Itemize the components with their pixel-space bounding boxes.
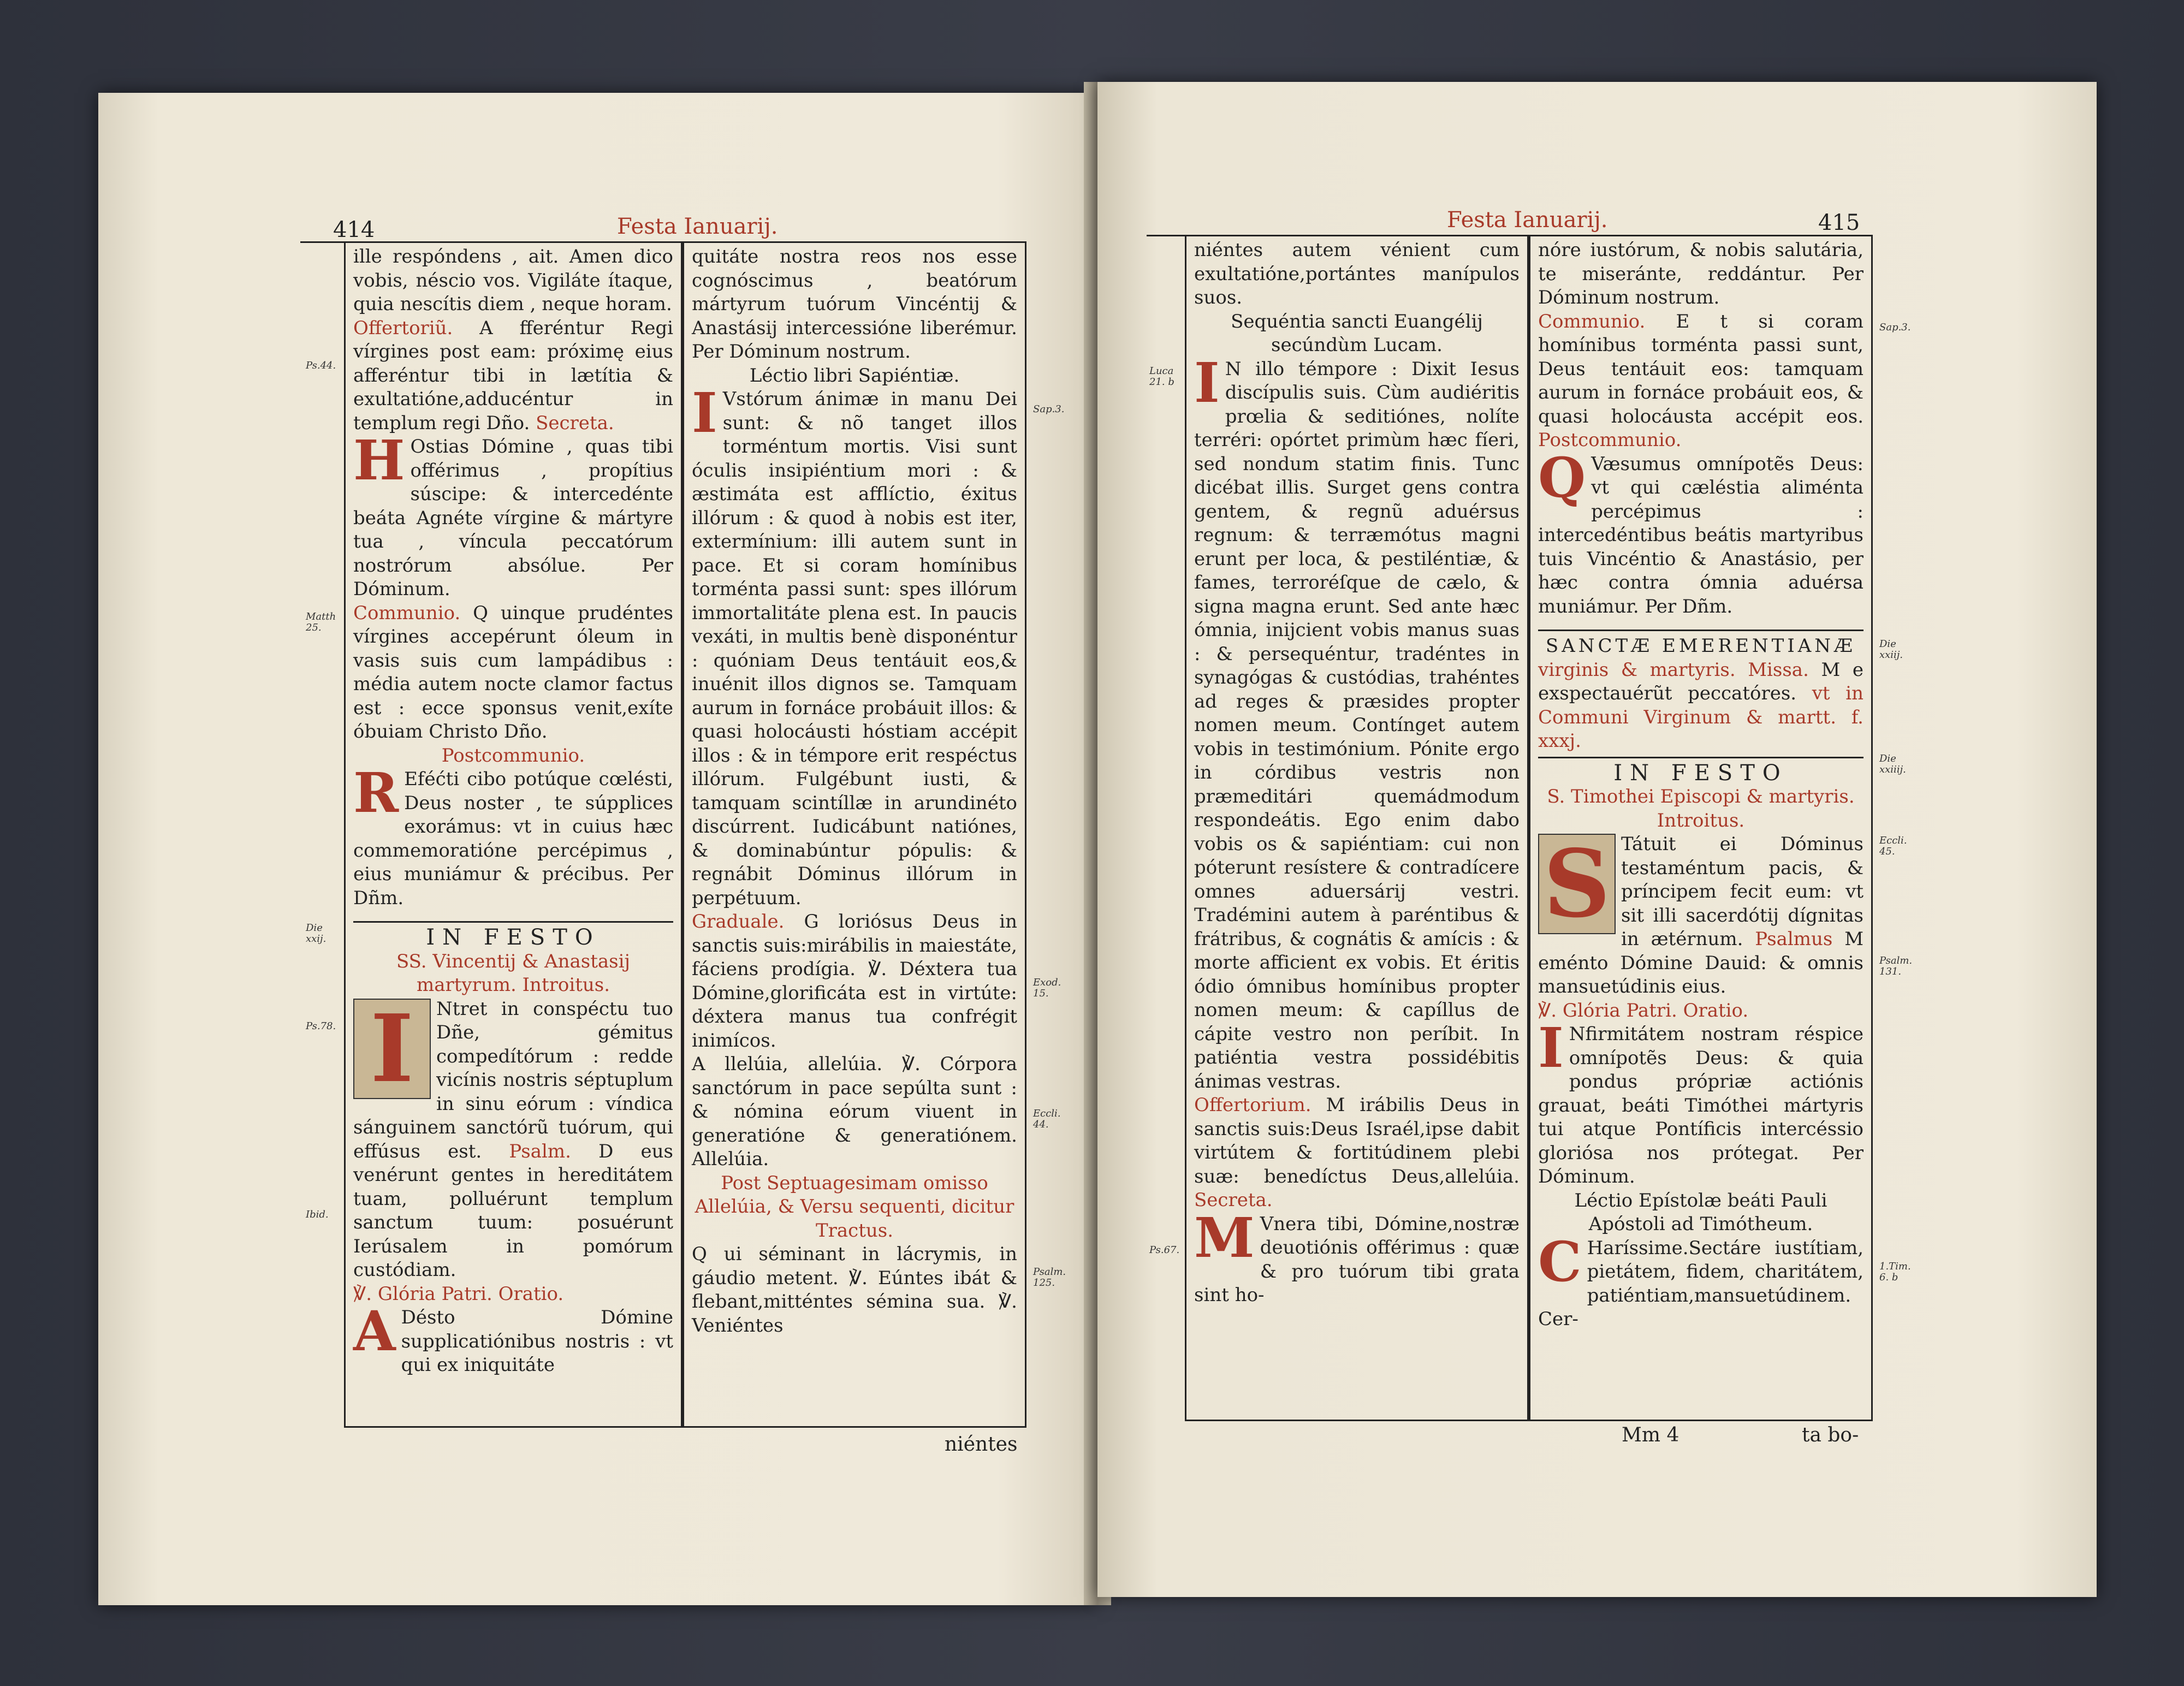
right-column-2: nóre iustórum, & nobis salutária, te miseránte, reddántur. Per Dóminum nostrum. Communio. E t si coram homínibus torménta passi sunt, Deus tentáuit eos: tamquam aurum in fornáce probáuit eos, & quasi holocáusta accépit eos. Postcommunio. Q Væsumus omnípotẽs Deus: vt qui cæléstia aliménta percépimus : intercedéntibus beátis martyribus tuis Vincéntio & Anastásio, per hæc contra ómnia aduérsa muniámur. Per Dñm. SANCTÆ EMERENTIANÆ virginis & martyris. Missa. M e exspectauérũt peccatóres. vt in Communi Virginum & martt. f. xxxj. IN FESTO S. Timothei Episcopi & martyris. Introitus. S Tátuit ei Dóminus testaméntum pacis, & príncipem fecit eum: vt sit illi sacerdótij dígnitas in ætérnum. Psalmus M eménto Dómine Dauid: & omnis mansuetúdinis eius. ℣. Glória Patri. Oratio. I Nfirmitátem nostram réspice omnípotẽs Deus: & quia pondus própriæ actiónis grauat, beáti Timóthei mártyris tui atque Pontíficis intercéssio gloriósa nos prótegat. Per Dóminum. Léctio Epístolæ beáti Pauli Apóstoli ad Timótheum. C Haríssime.Sectáre iustítiam, pietátem, fidem, charitátem, patiéntiam,mansuetúdinem. Cer-: [1529, 236, 1873, 1421]
section-rule: [353, 921, 673, 923]
right-column-1: niéntes autem vénient cum exultatióne,portántes manípulos suos. Sequéntia sancti Euangélij secúndùm Lucam. I N illo témpore : Dixit Iesus discípulis suis. Cùm audiéritis prœlia & seditiónes, nolíte terréri: opórtet primùm hæc fíeri, sed nondum statim finis. Tunc dicébat illis. Surget gens contra gentem, & regnũ aduérsus regnum: & terræmótus magni erunt per loca, & pestiléntiæ, & fames, terroréſque de cælo, & signa magna erunt. Sed ante hæc ómnia, inijcient vobis manus suas : & persequéntur, tradéntes in synagógas & custódias, trahéntes ad reges & præsides propter nomen meum. Contínget autem vobis in testimónium. Pónite ergo in córdibus vestris non præmeditári quemádmodum respondeátis. Ego enim dabo vobis os & sapiéntiam: cui non póterunt resístere & contradícere omnes aduersárij vestri. Tradémini autem à paréntibus & frátribus, & cognátis & amícis : & morte afficient ex vobis. Et éritis ódio ómnibus homínibus propter nomen meum: & capíllus de cápite vestro non períbit. In patiéntia vestra possidébitis ánimas vestras. Offertorium. M irábilis Deus in sanctis suis:Deus Israél,ipse dabit virtútem & fortitúdinem plebi suæ: benedíctus Deus,allelúia. Secreta. M Vnera tibi, Dómine,nostræ deuotiónis offérimus : quæ & pro tuórum tibi grata sint ho-: [1185, 236, 1529, 1421]
signature-mark: Mm 4: [1622, 1424, 1679, 1446]
initial-i-gospel: I: [1194, 350, 1220, 415]
initial-a: A: [353, 1299, 396, 1363]
decorated-initial-i: I: [353, 999, 431, 1099]
initial-i-oratio: I: [1538, 1016, 1564, 1080]
page-number-left: 414: [333, 217, 375, 242]
initial-q: Q: [1538, 445, 1586, 510]
initial-i: I: [692, 381, 717, 445]
running-title-left: Festa Ianuarij.: [617, 214, 778, 239]
page-number-right: 415: [1818, 210, 1860, 235]
left-column-2: quitáte nostra reos nos esse cognóscimus , beatórum mártyrum tuórum Vincéntij & Anastásij intercessióne liberémur. Per Dóminum nostrum. Léctio libri Sapiéntiæ. I Vstórum ánimæ in manu Dei sunt: & nõ tanget illos torméntum mortis. Visi sunt óculis insipiéntium mori : & æstimáta est afflíctio, éxitus illórum : & quod à nobis est iter, extermínium: illi autem sunt in pace. Et si coram homínibus torménta passi sunt: spes illórum immortalitáte plena est. In paucis vexáti, in multis benè disponéntur : quóniam Deus tentáuit eos,& inuénit illos dignos se. Tamquam aurum in fornáce probáuit illos: & quasi holocáusti hóstiam accépit illos : & in témpore erit respéctus illórum. Fulgébunt iusti, & tamquam scintíllæ in arundinéto discúrrent. Iudicábunt natiónes, & dominabúntur pópulis: & regnábit Dóminus illórum in perpétuum. Graduale. G loriósus Deus in sanctis suis:mirábilis in maiestáte, fáciens prodígia. ℣. Déxtera tua Dómine,glorificáta est in virtúte: déxtera manus tua confrégit inimícos. A llelúia, allelúia. ℣. Córpora sanctórum in pace sepúlta sunt : & nómina eórum viuent in generatióne & generatiónem. Allelúia. Post Septuagesimam omisso Allelúia, & Versu sequenti, dicitur Tractus. Q ui séminant in lácrymis, in gáudio metent. ℣. Eúntes ibát & flebant,mitténtes sémina sua. ℣. Veniéntes: [682, 243, 1026, 1428]
decorated-initial-s: S: [1538, 834, 1616, 934]
initial-c: C: [1538, 1229, 1582, 1294]
left-column-1: ille respóndens , ait. Amen dico vobis, néscio vos. Vigiláte ítaque, quia nescítis diem , neque horam. Offertoriũ. A fferéntur Regi vírgines post eam: próximę eius afferéntur tibi in lætítia & exultatióne,adducéntur in templum regi Dño. Secreta. H Ostias Dómine , quas tibi offérimus , propítius súscipe: & intercedénte beáta Agnéte vírgine & mártyre tua , víncula peccatórum nostrórum absólue. Per Dóminum. Communio. Q uinque prudéntes vírgines accepérunt óleum in vasis suis cum lampádibus : média autem nocte clamor factus est : ecce sponsus venit,exíte óbuiam Christo Dño. Postcommunio. R Eféćti cibo potúque cœlésti, Deus noster , te súpplices exorámus: vt in cuius hæc commemoratióne percépimus , eius muniámur & précibus. Per Dñm. IN FESTO SS. Vincentij & Anastasij martyrum. Introitus. I Ntret in conspéctu tuo Dñe, gémitus compedítórum : redde vicínis nostris séptuplum in sinu eórum : víndica sánguinem sanctórũ tuórum, qui effúsus est. Psalm. D eus venérunt gentes in hereditátem tuam, polluérunt templum sanctum tuum: posuérunt Ierúsalem in pomórum custódiam. ℣. Glória Patri. Oratio. A Désto Dómine supplicatiónibus nostris : vt qui ex iniquitáte: [344, 243, 682, 1428]
right-page: Festa Ianuarij. 415 niéntes autem vénient cum exultatióne,portántes manípulos suos. Sequéntia sancti Euangélij secúndùm Lucam. I N illo témpore : Dixit Iesus discípulis suis. Cùm audiéritis prœlia & seditiónes, nolíte terréri: opórtet primùm hæc fíeri, sed nondum statim finis. Tunc dicébat illis. Surget gens contra gentem, & regnũ aduérsus regnum: & terræmótus magni erunt per loca, & pestiléntiæ, & fames, terroréſque de cælo, & signa magna erunt. Sed ante hæc ómnia, inijcient vobis manus suas : & persequéntur, tradéntes in synagógas & custódias, trahéntes ad reges & præsides propter nomen meum. Contínget autem vobis in testimónium. Pónite ergo in córdibus vestris non præmeditári quemádmodum respondeátis. Ego enim dabo vobis os & sapiéntiam: cui non póterunt resístere & contradícere omnes aduersárij vestri. Tradémini autem à paréntibus & frátribus, & cognátis & amícis : & morte afficient ex vobis. Et éritis ódio ómnibus homínibus propter nomen meum: & capíllus de cápite vestro non períbit. In patiéntia vestra possidébitis ánimas vestras. Offertorium. M irábilis Deus in sanctis suis:Deus Israél,ipse dabit virtútem & fortitúdinem plebi suæ: benedíctus Deus,allelúia. Secreta. M Vnera tibi, Dómine,nostræ deuotiónis offérimus : quæ & pro tuórum tibi grata sint ho- nóre iustórum, & nobis salutária, te miseránte, reddántur. Per Dóminum nostrum. Communio. E t si coram homínibus torménta passi sunt, Deus tentáuit eos: tamquam aurum in fornáce probáuit eos, & quasi holocáusta accépit eos. Postcommunio. Q Væsumus omnípotẽs Deus: vt qui cæléstia aliménta percépimus : intercedéntibus beátis martyribus tuis Vincéntio & Anastásio, per hæc contra ómnia aduérsa muniámur. Per Dñm. SANCTÆ EMERENTIANÆ virginis & martyris. Missa. M e exspectauérũt peccatóres. vt in Communi Virginum & martt. f. xxxj. IN FESTO S. Timothei Episcopi & martyris. Introitus. S Tátuit ei Dóminus testaméntum pacis, & príncipem fecit eum: vt sit illi sacerdótij dígnitas in ætérnum. Psalmus M eménto Dómine Dauid: & omnis mansuetúdinis eius. ℣. Glória Patri. Oratio. I Nfirmitátem nostram réspice omnípotẽs Deus: & quia pondus própriæ actiónis grauat, beáti Timóthei mártyris tui atque Pontíficis intercéssio gloriósa nos prótegat. Per Dóminum. Léctio Epístolæ beáti Pauli Apóstoli ad Timótheum. C Haríssime.Sectáre iustítiam, pietátem, fidem, charitátem, patiéntiam,mansuetúdinem. Cer- Luca 21. b Ps.67. Sap.3. Die xxiij. Die xxiiij. Eccli. 45. Psalm. 131. 1.Tim. 6. b Mm 4 ta bo-: [1097, 82, 2097, 1597]
feast-title: SS. Vincentij & Anastasij martyrum. Introitus.: [396, 950, 631, 996]
feast-heading: IN FESTO: [426, 925, 601, 950]
rubric-postcommunio: Postcommunio.: [441, 744, 585, 767]
left-page: 414 Festa Ianuarij. ille respóndens , ait. Amen dico vobis, néscio vos. Vigiláte ítaque, quia nescítis diem , neque horam. Offertoriũ. A fferéntur Regi vírgines post eam: próximę eius afferéntur tibi in lætítia & exultatióne,adducéntur in templum regi Dño. Secreta. H Ostias Dómine , quas tibi offérimus , propítius súscipe: & intercedénte beáta Agnéte vírgine & mártyre tua , víncula peccatórum nostrórum absólue. Per Dóminum. Communio. Q uinque prudéntes vírgines accepérunt óleum in vasis suis cum lampádibus : média autem nocte clamor factus est : ecce sponsus venit,exíte óbuiam Christo Dño. Postcommunio. R Eféćti cibo potúque cœlésti, Deus noster , te súpplices exorámus: vt in cuius hæc commemoratióne percépimus , eius muniámur & précibus. Per Dñm. IN FESTO SS. Vincentij & Anastasij martyrum. Introitus. I Ntret in conspéctu tuo Dñe, gémitus compedítórum : redde vicínis nostris séptuplum in sinu eórum : víndica sánguinem sanctórũ tuórum, qui effúsus est. Psalm. D eus venérunt gentes in hereditátem tuam, polluérunt templum sanctum tuum: posuérunt Ierúsalem in pomórum custódiam. ℣. Glória Patri. Oratio. A Désto Dómine supplicatiónibus nostris : vt qui ex iniquitáte quitáte nostra reos nos esse cognóscimus , beatórum mártyrum tuórum Vincéntij & Anastásij intercessióne liberémur. Per Dóminum nostrum. Léctio libri Sapiéntiæ. I Vstórum ánimæ in manu Dei sunt: & nõ tanget illos torméntum mortis. Visi sunt óculis insipiéntium mori : & æstimáta est afflíctio, éxitus illórum : & quod à nobis est iter, extermínium: illi autem sunt in pace. Et si coram homínibus torménta passi sunt: spes illórum immortalitáte plena est. In paucis vexáti, in multis benè disponéntur : quóniam Deus tentáuit eos,& inuénit illos dignos se. Tamquam aurum in fornáce probáuit illos: & quasi holocáusti hóstiam accépit illos : & in témpore erit respéctus illórum. Fulgébunt iusti, & tamquam scintíllæ in arundinéto discúrrent. Iudicábunt natiónes, & dominabúntur pópulis: & regnábit Dóminus illórum in perpétuum. Graduale. G loriósus Deus in sanctis suis:mirábilis in maiestáte, fáciens prodígia. ℣. Déxtera tua Dómine,glorificáta est in virtúte: déxtera manus tua confrégit inimícos. A llelúia, allelúia. ℣. Córpora sanctórum in pace sepúlta sunt : & nómina eórum viuent in generatióne & generatiónem. Allelúia. Post Septuagesimam omisso Allelúia, & Versu sequenti, dicitur Tractus. Q ui séminant in lácrymis, in gáudio metent. ℣. Eúntes ibát & flebant,mitténtes sémina sua. ℣. Veniéntes Ps.44. Matth 25. Die xxij. Ps.78. Ibid. Sap.3. Exod. 15. Eccli. 44. Psalm. 125. niéntes: [98, 93, 1097, 1605]
rubric-graduale: Graduale.: [692, 911, 785, 933]
initial-r: R: [353, 761, 399, 825]
rubric-communio: Communio.: [353, 602, 461, 624]
running-title-right: Festa Ianuarij.: [1447, 207, 1608, 233]
catchword-right: ta bo-: [1802, 1424, 1859, 1446]
initial-m: M: [1194, 1205, 1255, 1270]
rubric-secreta: Secreta.: [536, 412, 614, 434]
rubric-offertorium: Offertoriũ.: [353, 317, 453, 339]
catchword-left: niéntes: [945, 1433, 1018, 1456]
initial-h: H: [353, 428, 405, 492]
